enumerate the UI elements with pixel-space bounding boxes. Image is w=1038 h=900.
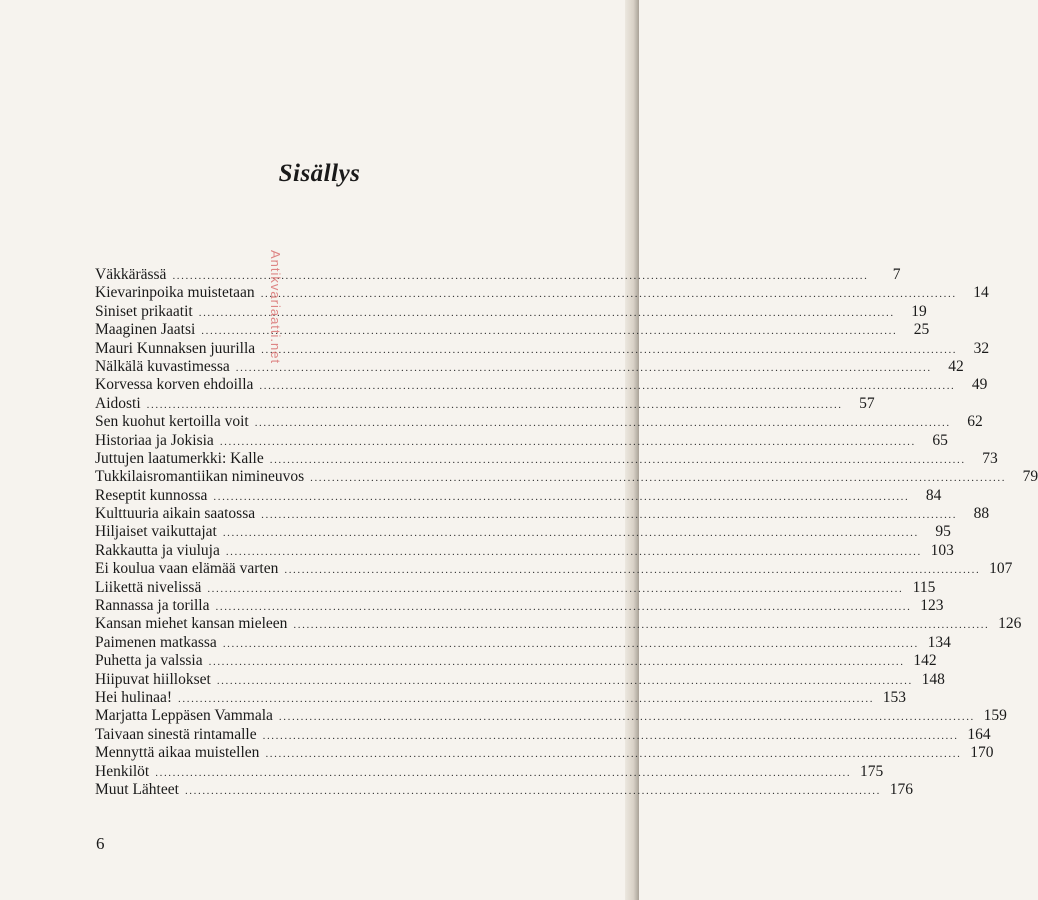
page-number: 6 (96, 834, 105, 853)
toc-entry-page: 164 (967, 725, 991, 743)
toc-entry-page: 79 (1022, 468, 1038, 486)
toc-entry-title: Puhetta ja valssia (95, 652, 203, 670)
toc-entry-title: Reseptit kunnossa (95, 486, 208, 504)
toc-entry-title: Korvessa korven ehdoilla (95, 376, 254, 394)
dot-leader: ................................................................................................................................................................ (207, 582, 904, 595)
toc-entry-title: Tukkilaisromantiikan nimineuvos (95, 468, 305, 486)
toc-entry-page: 49 (971, 376, 988, 394)
toc-entry-page: 159 (983, 707, 1007, 725)
toc-entry (95, 486, 942, 505)
toc-entry-title: Juttujen laatumerkki: Kalle (95, 449, 264, 467)
dot-leader: ................................................................................................................................................................ (219, 435, 916, 448)
toc-entry-title: Muut Lähteet (95, 780, 179, 798)
toc-entry (95, 468, 1038, 486)
dot-leader: ................................................................................................................................................................ (215, 601, 912, 614)
toc-entry-title: Rannassa ja torilla (95, 597, 210, 615)
toc-entry (95, 284, 989, 302)
dot-leader: ................................................................................................................................................................ (259, 380, 956, 393)
dot-leader: ................................................................................................................................................................ (201, 325, 898, 338)
toc-entry-page: 142 (913, 652, 937, 670)
dot-leader: ................................................................................................................................................................ (172, 270, 869, 282)
dot-leader: ................................................................................................................................................................ (293, 619, 990, 632)
toc-entry-title: Henkilöt (95, 762, 150, 780)
toc-entry-page: 84 (925, 486, 942, 504)
toc-entry-page: 176 (889, 780, 913, 798)
toc-entry-page: 175 (860, 762, 884, 780)
toc-entry (95, 560, 1013, 578)
toc-entry-page: 19 (911, 302, 927, 320)
toc-entry (95, 652, 937, 670)
toc-entry-title: Nälkälä kuvastimessa (95, 357, 230, 375)
toc-entry-title: Liikettä nivelissä (95, 578, 202, 596)
toc-entry-page: 103 (930, 541, 954, 559)
toc-entry (95, 633, 951, 652)
toc-entry-page: 170 (970, 744, 994, 762)
toc-entry-title: Maaginen Jaatsi (95, 321, 196, 339)
toc-entry-page: 25 (913, 321, 930, 339)
toc-entry-page: 95 (935, 523, 951, 541)
toc-entry-title: Aidosti (95, 394, 141, 412)
toc-entry-page: 14 (973, 284, 989, 302)
watermark: Antikvariaatti.net (268, 250, 283, 365)
toc-entry-title: Ei koulua vaan elämää varten (95, 560, 279, 578)
dot-leader: ................................................................................................................................................................ (254, 417, 951, 430)
dot-leader: ................................................................................................................................................................ (225, 545, 922, 558)
toc-entry (95, 523, 951, 541)
toc-entry-page: 32 (973, 339, 990, 357)
dot-leader: ................................................................................................................................................................ (198, 306, 895, 319)
toc-entry-page: 88 (973, 505, 990, 523)
toc-entry (95, 321, 930, 339)
toc-entry (95, 707, 1007, 725)
toc-entry-title: Sen kuohut kertoilla voit (95, 413, 249, 431)
toc-entry-page: 107 (989, 560, 1013, 578)
dot-leader: ................................................................................................................................................................ (216, 674, 913, 687)
toc-entry-page: 134 (927, 633, 951, 651)
toc-entry-title: Rakkautta ja viuluja (95, 541, 220, 559)
toc-entry-page: 62 (967, 413, 983, 431)
dot-leader: ................................................................................................................................................................ (284, 564, 981, 577)
toc-entry (95, 266, 901, 284)
toc-entry-title: Historiaa ja Jokisia (95, 431, 214, 449)
toc-entry-title: Kansan miehet kansan mieleen (95, 615, 288, 633)
toc-entry-page: 7 (892, 266, 901, 283)
toc-entry-page: 115 (912, 578, 936, 596)
toc-entry (95, 431, 948, 450)
dot-leader: ................................................................................................................................................................ (155, 766, 852, 779)
toc-entry-page: 42 (948, 357, 964, 375)
toc-entry-page: 73 (982, 449, 998, 467)
toc-entry-title: Taivaan sinestä rintamalle (95, 725, 257, 743)
toc-entry-page: 153 (882, 688, 907, 706)
dot-leader: ................................................................................................................................................................ (222, 527, 919, 540)
dot-leader: ................................................................................................................................................................ (146, 398, 843, 411)
dot-leader: ................................................................................................................................................................ (208, 656, 905, 669)
dot-leader: ................................................................................................................................................................ (269, 453, 966, 466)
toc-entry-title: Hiljaiset vaikuttajat (95, 523, 217, 541)
toc-entry (95, 670, 945, 689)
toc-entry-title: Paimenen matkassa (95, 633, 217, 651)
dot-leader: ................................................................................................................................................................ (261, 343, 958, 356)
toc-entry (95, 357, 964, 376)
dot-leader: ................................................................................................................................................................ (262, 729, 959, 742)
toc-entry (95, 449, 998, 468)
dot-leader: ................................................................................................................................................................ (178, 692, 875, 705)
toc-entry-title: Väkkärässä (95, 266, 167, 283)
toc-entry (95, 376, 988, 394)
toc-entry-title: Mennyttä aikaa muistellen (95, 744, 260, 762)
toc-entry-title: Hiipuvat hiillokset (95, 670, 211, 688)
dot-leader: ................................................................................................................................................................ (235, 361, 932, 374)
toc-entry-title: Mauri Kunnaksen juurilla (95, 339, 256, 357)
dot-leader: ................................................................................................................................................................ (310, 472, 1007, 485)
dot-leader: ................................................................................................................................................................ (278, 711, 975, 724)
toc-entry-title: Kulttuuria aikain saatossa (95, 505, 256, 523)
dot-leader: ................................................................................................................................................................ (261, 509, 958, 522)
toc-entry (95, 578, 936, 597)
toc-entry-title: Kievarinpoika muistetaan (95, 284, 255, 302)
toc-entry (95, 302, 927, 321)
dot-leader: ................................................................................................................................................................ (260, 288, 957, 301)
toc-entry-page: 126 (998, 615, 1022, 633)
dot-leader: ................................................................................................................................................................ (213, 490, 910, 503)
toc-entry-title: Siniset prikaatit (95, 302, 193, 320)
toc-entry-page: 65 (932, 431, 948, 449)
toc-entry-title: Hei hulinaa! (95, 688, 173, 706)
toc-entry (95, 725, 991, 744)
toc-entry (95, 541, 954, 560)
toc-entry-page: 57 (859, 394, 875, 412)
page-title: Sisällys (278, 160, 361, 187)
toc-entry (95, 688, 907, 707)
toc-entry-title: Marjatta Leppäsen Vammala (95, 707, 273, 725)
toc-entry (95, 597, 944, 615)
toc-entry (95, 339, 990, 358)
dot-leader: ................................................................................................................................................................ (265, 748, 962, 761)
toc-entry (95, 762, 884, 781)
toc-entry (95, 394, 875, 413)
toc-entry-page: 123 (920, 597, 944, 615)
toc-entry (95, 413, 983, 431)
table-of-contents (95, 266, 1038, 799)
toc-entry-page: 148 (921, 670, 945, 688)
toc-entry (95, 744, 994, 762)
toc-entry (95, 780, 913, 799)
toc-entry (95, 505, 990, 523)
toc-entry (95, 615, 1022, 633)
dot-leader: ................................................................................................................................................................ (222, 637, 919, 650)
dot-leader: ................................................................................................................................................................ (184, 784, 881, 797)
